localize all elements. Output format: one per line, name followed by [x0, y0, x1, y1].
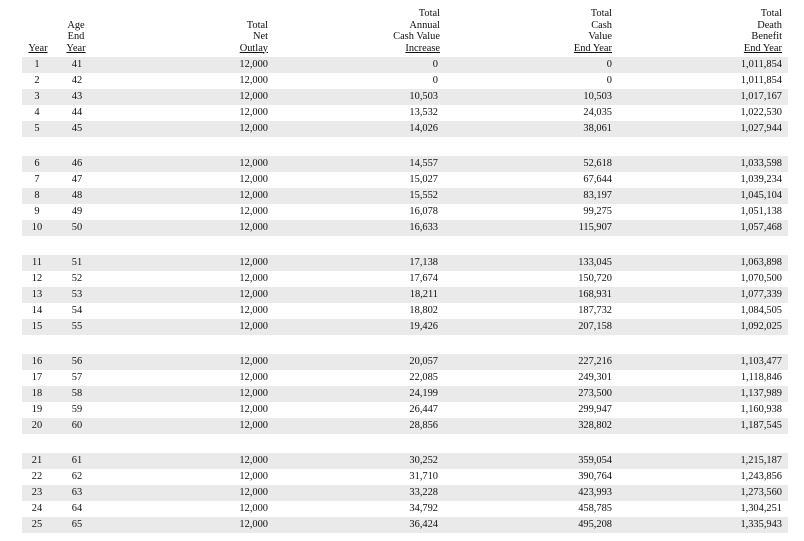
header-increase-line: Total — [418, 8, 440, 19]
cell-year: 19 — [31, 404, 43, 415]
cell-increase: 10,503 — [409, 91, 438, 102]
cell-cash: 83,197 — [583, 190, 612, 201]
table-row — [22, 287, 788, 303]
cell-increase: 17,674 — [409, 273, 438, 284]
cell-outlay: 12,000 — [239, 404, 268, 415]
cell-increase: 15,027 — [409, 174, 438, 185]
header-death-benefit — [704, 8, 782, 54]
cell-increase: 31,710 — [409, 471, 438, 482]
cell-cash: 390,764 — [578, 471, 612, 482]
table-row — [22, 517, 788, 533]
cell-age: 58 — [71, 388, 83, 399]
cell-age: 55 — [71, 321, 83, 332]
cell-year: 24 — [31, 503, 43, 514]
cell-age: 47 — [71, 174, 83, 185]
cell-death: 1,011,854 — [740, 75, 782, 86]
cell-year: 8 — [34, 190, 40, 201]
cell-outlay: 12,000 — [239, 503, 268, 514]
cell-increase: 18,802 — [409, 305, 438, 316]
cell-cash: 99,275 — [583, 206, 612, 217]
table-row — [22, 370, 788, 386]
cell-death: 1,092,025 — [740, 321, 782, 332]
cell-outlay: 12,000 — [239, 59, 268, 70]
table-row — [22, 271, 788, 287]
cell-year: 21 — [31, 455, 43, 466]
cell-year: 6 — [34, 158, 40, 169]
cell-outlay: 12,000 — [239, 206, 268, 217]
cell-increase: 33,228 — [409, 487, 438, 498]
header-cash-value — [540, 8, 612, 54]
cell-year: 14 — [31, 305, 43, 316]
header-age — [58, 20, 94, 55]
cell-year: 23 — [31, 487, 43, 498]
cell-increase: 14,557 — [409, 158, 438, 169]
cell-cash: 10,503 — [583, 91, 612, 102]
table-row — [22, 89, 788, 105]
cell-year: 25 — [31, 519, 43, 530]
cell-death: 1,063,898 — [740, 257, 782, 268]
cell-age: 59 — [71, 404, 83, 415]
header-age-line: Year — [66, 42, 86, 54]
header-outlay-line: Outlay — [239, 42, 268, 54]
cell-cash: 207,158 — [578, 321, 612, 332]
cell-cash: 423,993 — [578, 487, 612, 498]
cell-death: 1,033,598 — [740, 158, 782, 169]
cell-age: 41 — [71, 59, 83, 70]
cell-cash: 150,720 — [578, 273, 612, 284]
cell-age: 44 — [71, 107, 83, 118]
cell-increase: 13,532 — [409, 107, 438, 118]
table-row — [22, 172, 788, 188]
cell-cash: 0 — [606, 59, 612, 70]
header-outlay-line: Total — [246, 19, 268, 31]
table-row — [22, 418, 788, 434]
cell-outlay: 12,000 — [239, 321, 268, 332]
cell-age: 52 — [71, 273, 83, 284]
cell-cash: 187,732 — [578, 305, 612, 316]
cell-year: 7 — [34, 174, 40, 185]
cell-increase: 18,211 — [409, 289, 438, 300]
cell-cash: 24,035 — [583, 107, 612, 118]
cell-death: 1,051,138 — [740, 206, 782, 217]
header-cash-line: Total — [590, 8, 612, 19]
cell-death: 1,160,938 — [740, 404, 782, 415]
cell-year: 1 — [34, 59, 40, 70]
table-row — [22, 485, 788, 501]
cell-outlay: 12,000 — [239, 257, 268, 268]
cell-increase: 16,633 — [409, 222, 438, 233]
cell-cash: 359,054 — [578, 455, 612, 466]
cell-cash: 115,907 — [578, 222, 612, 233]
header-death-line: End Year — [743, 42, 782, 54]
cell-outlay: 12,000 — [239, 356, 268, 367]
cell-outlay: 12,000 — [239, 372, 268, 383]
cell-outlay: 12,000 — [239, 388, 268, 399]
cell-death: 1,077,339 — [740, 289, 782, 300]
table-row — [22, 453, 788, 469]
cell-age: 42 — [71, 75, 83, 86]
cell-outlay: 12,000 — [239, 519, 268, 530]
table-row — [22, 57, 788, 73]
cell-cash: 495,208 — [578, 519, 612, 530]
cell-age: 51 — [71, 257, 83, 268]
cell-year: 18 — [31, 388, 43, 399]
cell-death: 1,070,500 — [740, 273, 782, 284]
cell-outlay: 12,000 — [239, 174, 268, 185]
cell-cash: 227,216 — [578, 356, 612, 367]
cell-increase: 0 — [432, 75, 438, 86]
cell-cash: 52,618 — [583, 158, 612, 169]
cell-cash: 299,947 — [578, 404, 612, 415]
cell-outlay: 12,000 — [239, 273, 268, 284]
cell-outlay: 12,000 — [239, 289, 268, 300]
cell-death: 1,137,989 — [740, 388, 782, 399]
cell-increase: 28,856 — [409, 420, 438, 431]
cell-age: 63 — [71, 487, 83, 498]
cell-year: 13 — [31, 289, 43, 300]
table-row — [22, 303, 788, 319]
cell-increase: 26,447 — [409, 404, 438, 415]
cell-year: 22 — [31, 471, 43, 482]
cell-death: 1,118,846 — [740, 372, 782, 383]
table-row — [22, 354, 788, 370]
cell-outlay: 12,000 — [239, 420, 268, 431]
header-death-line: Benefit — [751, 31, 782, 42]
cell-age: 57 — [71, 372, 83, 383]
cell-death: 1,017,167 — [740, 91, 782, 102]
cell-death: 1,304,251 — [740, 503, 782, 514]
cell-age: 45 — [71, 123, 83, 134]
cell-year: 5 — [34, 123, 40, 134]
cell-year: 15 — [31, 321, 43, 332]
cell-age: 43 — [71, 91, 83, 102]
cell-death: 1,187,545 — [740, 420, 782, 431]
cell-increase: 16,078 — [409, 206, 438, 217]
cell-age: 50 — [71, 222, 83, 233]
cell-cash: 273,500 — [578, 388, 612, 399]
cell-outlay: 12,000 — [239, 123, 268, 134]
header-increase-line: Cash Value — [393, 31, 440, 42]
cell-death: 1,215,187 — [740, 455, 782, 466]
cell-cash: 328,802 — [578, 420, 612, 431]
cell-age: 53 — [71, 289, 83, 300]
cell-outlay: 12,000 — [239, 455, 268, 466]
table-row — [22, 105, 788, 121]
cell-outlay: 12,000 — [239, 487, 268, 498]
cell-cash: 168,931 — [578, 289, 612, 300]
header-death-line: Total — [760, 8, 782, 19]
table-row — [22, 469, 788, 485]
cell-year: 9 — [34, 206, 40, 217]
cell-death: 1,027,944 — [740, 123, 782, 134]
table-row — [22, 188, 788, 204]
table-row — [22, 319, 788, 335]
cell-year: 17 — [31, 372, 43, 383]
header-increase-line: Annual — [409, 19, 440, 31]
table-row — [22, 73, 788, 89]
table-row — [22, 501, 788, 517]
cell-age: 56 — [71, 356, 83, 367]
cell-increase: 34,792 — [409, 503, 438, 514]
cell-death: 1,057,468 — [740, 222, 782, 233]
table-header — [0, 4, 804, 54]
cell-death: 1,045,104 — [740, 190, 782, 201]
cell-year: 3 — [34, 91, 40, 102]
table-row — [22, 220, 788, 236]
header-age-line: End — [67, 31, 85, 42]
table-row — [22, 386, 788, 402]
cell-death: 1,022,530 — [740, 107, 782, 118]
cell-outlay: 12,000 — [239, 91, 268, 102]
cell-age: 54 — [71, 305, 83, 316]
cell-increase: 19,426 — [409, 321, 438, 332]
cell-outlay: 12,000 — [239, 305, 268, 316]
cell-increase: 24,199 — [409, 388, 438, 399]
cell-outlay: 12,000 — [239, 471, 268, 482]
cell-age: 62 — [71, 471, 83, 482]
cell-increase: 14,026 — [409, 123, 438, 134]
table-row — [22, 204, 788, 220]
cell-year: 10 — [31, 222, 43, 233]
cell-death: 1,011,854 — [740, 59, 782, 70]
cell-increase: 36,424 — [409, 519, 438, 530]
cell-year: 4 — [34, 107, 40, 118]
cell-cash: 133,045 — [578, 257, 612, 268]
header-cash-line: End Year — [573, 42, 612, 54]
cell-increase: 0 — [432, 59, 438, 70]
cell-age: 65 — [71, 519, 83, 530]
cell-death: 1,084,505 — [740, 305, 782, 316]
cell-year: 11 — [31, 257, 42, 268]
table-row — [22, 121, 788, 137]
cell-increase: 15,552 — [409, 190, 438, 201]
table-row — [22, 156, 788, 172]
cell-outlay: 12,000 — [239, 158, 268, 169]
header-year-line: Year — [28, 42, 48, 54]
table-row — [22, 402, 788, 418]
cell-year: 2 — [34, 75, 40, 86]
cell-death: 1,335,943 — [740, 519, 782, 530]
cell-cash: 458,785 — [578, 503, 612, 514]
cell-death: 1,273,560 — [740, 487, 782, 498]
cell-year: 20 — [31, 420, 43, 431]
cell-cash: 38,061 — [583, 123, 612, 134]
cell-outlay: 12,000 — [239, 107, 268, 118]
cell-cash: 249,301 — [578, 372, 612, 383]
cell-age: 61 — [71, 455, 83, 466]
cell-increase: 20,057 — [409, 356, 438, 367]
cell-year: 16 — [31, 356, 43, 367]
header-age-line: Age — [67, 19, 85, 31]
header-increase — [360, 8, 440, 54]
cell-outlay: 12,000 — [239, 75, 268, 86]
header-cash-line: Value — [588, 31, 612, 42]
header-year — [24, 43, 52, 55]
cell-age: 49 — [71, 206, 83, 217]
cell-death: 1,243,856 — [740, 471, 782, 482]
cell-age: 60 — [71, 420, 83, 431]
cell-outlay: 12,000 — [239, 190, 268, 201]
cell-death: 1,039,234 — [740, 174, 782, 185]
cell-age: 64 — [71, 503, 83, 514]
header-outlay-line: Net — [252, 31, 268, 42]
cell-year: 12 — [31, 273, 43, 284]
cell-age: 46 — [71, 158, 83, 169]
header-cash-line: Cash — [591, 19, 612, 31]
cell-increase: 30,252 — [409, 455, 438, 466]
header-death-line: Death — [757, 19, 782, 31]
header-outlay — [200, 20, 268, 55]
header-increase-line: Increase — [405, 42, 440, 54]
table-row — [22, 255, 788, 271]
cell-death: 1,103,477 — [740, 356, 782, 367]
cell-cash: 0 — [606, 75, 612, 86]
cell-outlay: 12,000 — [239, 222, 268, 233]
cell-increase: 17,138 — [409, 257, 438, 268]
cell-cash: 67,644 — [583, 174, 612, 185]
cell-age: 48 — [71, 190, 83, 201]
cell-increase: 22,085 — [409, 372, 438, 383]
